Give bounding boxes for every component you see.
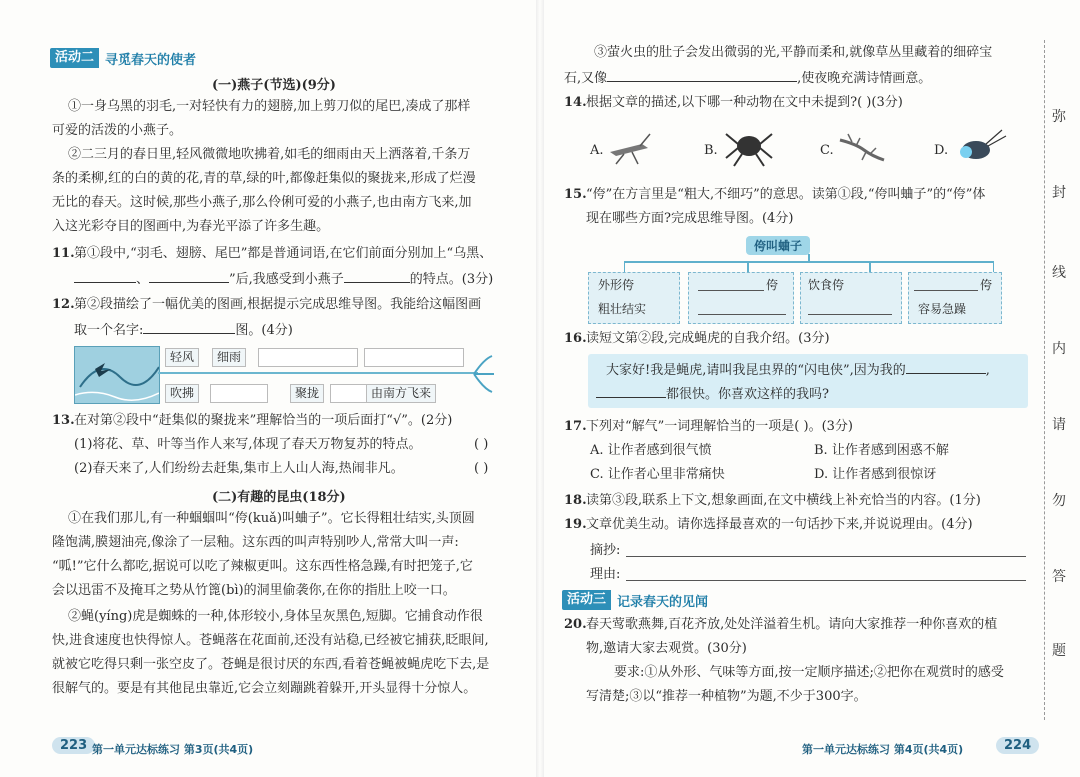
sidebar-char-4: 内 [1052, 341, 1066, 357]
mindmap2-blank-cat-4[interactable] [914, 290, 978, 291]
q19-reason-label: 理由: [590, 567, 621, 582]
q17-opt-b[interactable]: B. 让作者感到困惑不解 [814, 443, 949, 458]
passage1-title: (一)燕子(节选)(9分) [212, 78, 336, 93]
p1-line1: ①一身乌黑的羽毛,一对轻快有力的翅膀,加上剪刀似的尾巴,凑成了那样 [68, 99, 471, 114]
q18-line: 读第③段,联系上下文,想象画面,在文中横线上补充恰当的内容。(1分) [586, 493, 981, 508]
spider-icon [724, 126, 774, 168]
page-number-right: 224 [996, 737, 1039, 754]
q17-opt-c[interactable]: C. 让作者心里非常痛快 [590, 467, 725, 482]
sidebar-char-3: 线 [1052, 265, 1066, 281]
p2-line3: 无比的春天。这时候,那些小燕子,那么伶俐可爱的小燕子,也由南方飞来,加 [52, 195, 472, 210]
q19-excerpt-label: 摘抄: [590, 543, 621, 558]
q19-reason-line[interactable] [626, 580, 1026, 581]
q13-num: 13. [52, 413, 75, 428]
q13-opt1-paren[interactable]: ( ) [474, 437, 489, 452]
p3-line3: “呱!”它什么都吃,据说可以吃了辣椒更叫。这东西性格急躁,有时把笼子,它 [52, 559, 473, 574]
p2-line4: 入这光彩夺目的图画中,为春光平添了许多生趣。 [52, 219, 330, 234]
mindmap-bottom-1: 吹拂 [165, 384, 199, 403]
q19-excerpt-line[interactable] [626, 556, 1026, 557]
p3-line1: ①在我们那儿,有一种蝈蝈叫“侉(kuǎ)叫蛐子”。它长得粗壮结实,头顶圆 [68, 511, 475, 526]
grasshopper-icon [606, 130, 652, 166]
sidebar-char-5: 请 [1052, 417, 1066, 433]
mindmap-top-2: 细雨 [212, 348, 246, 367]
p4-line3: 就被它吃得只剩一张空皮了。苍蝇是很讨厌的东西,看着苍蝇被蝇虎吃下去,是 [52, 657, 490, 672]
q13-line: 在对第②段中“赶集似的聚拢来”理解恰当的一项后面打“√”。(2分) [74, 413, 453, 428]
p4-line2: 快,进食速度也快得惊人。苍蝇落在花面前,还没有站稳,已经被它捕获,眨眼间, [52, 633, 489, 648]
q16-blank2[interactable] [596, 384, 666, 398]
binding-dashline [1044, 40, 1045, 720]
q20-req1: 要求:①从外形、气味等方面,按一定顺序描述;②把你在观赏时的感受 [614, 665, 1004, 680]
mindmap-bottom-2: 聚拢 [290, 384, 324, 403]
q19-line: 文章优美生动。请你选择最喜欢的一句话抄下来,并说说理由。(4分) [586, 517, 973, 532]
mindmap2-blank-cat-2[interactable] [698, 290, 764, 291]
mindmap2-blank-detail-2[interactable] [698, 314, 786, 315]
p3-line2: 隆饱满,膜翅油亮,像涂了一层釉。这东西的叫声特别吵人,常常大叫一声: [52, 535, 459, 550]
q13-opt1: (1)将花、草、叶等当作人来写,体现了春天万物复苏的特点。 [74, 437, 422, 452]
mindmap2-cat-4: 侉 [980, 278, 993, 292]
p4-line1: ②蝇(yíng)虎是蜘蛛的一种,体形较小,身体呈灰黑色,短脚。它捕食动作很 [68, 609, 483, 624]
q15-num: 15. [564, 187, 587, 202]
q11-blank3[interactable] [344, 269, 410, 283]
q14-opt-d[interactable]: D. [934, 143, 949, 158]
mindmap-axis [158, 372, 478, 374]
p1-line2: 可爱的活泼的小燕子。 [52, 123, 183, 138]
page-number-left: 223 [52, 737, 95, 754]
q15-line2: 现在哪些方面?完成思维导图。(4分) [586, 211, 794, 226]
sidebar-char-8: 题 [1052, 643, 1066, 659]
q14-opt-b[interactable]: B. [704, 143, 718, 158]
sidebar-char-1: 弥 [1052, 109, 1066, 125]
q12-line1: 第②段描绘了一幅优美的图画,根据提示完成思维导图。我能给这幅图画 [74, 297, 482, 312]
mindmap-top-blank2[interactable] [364, 348, 464, 367]
p4-line4: 很解气的。要是有其他昆虫靠近,它会立刻蹦跳着躲开,开头显得十分惊人。 [52, 681, 477, 696]
mindmap-top-1: 轻风 [165, 348, 199, 367]
q17-opt-a[interactable]: A. 让作者感到很气愤 [590, 443, 712, 458]
sidebar-char-2: 封 [1052, 185, 1066, 201]
mindmap2-connectors [624, 254, 994, 274]
activity2-header: 活动二 寻觅春天的使者 [50, 48, 196, 68]
q20-req2: 写清楚;③以“推荐一种植物”为题,不少于300字。 [586, 689, 867, 704]
q17-line: 下列对“解气”一词理解恰当的一项是( )。(3分) [586, 419, 853, 434]
lizard-icon [836, 130, 886, 166]
footer-right: 第一单元达标练习 第4页(共4页) [802, 743, 964, 756]
q16-blank1[interactable] [906, 360, 986, 374]
mindmap2-cat-2: 侉 [766, 278, 779, 292]
q14-line: 根据文章的描述,以下哪一种动物在文中未提到?( )(3分) [586, 95, 903, 110]
swallow-illustration [74, 346, 160, 404]
q11-blank1[interactable] [74, 269, 136, 283]
q19-num: 19. [564, 517, 587, 532]
q15-line1: “侉”在方言里是“粗大,不细巧”的意思。读第①段,“侉叫蛐子”的“侉”体 [586, 187, 986, 202]
sidebar-char-7: 答 [1052, 569, 1066, 585]
mindmap-bottom-blank1[interactable] [210, 384, 268, 403]
mindmap-bottom-3: 由南方飞来 [366, 384, 436, 403]
mindmap2-box-2 [688, 272, 794, 324]
q16-intro1: 大家好!我是蝇虎,请叫我昆虫界的“闪电侠”,因为我的 , [606, 360, 990, 380]
p2-line1: ②二三月的春日里,轻风微微地吹拂着,如毛的细雨由天上洒落着,千条万 [68, 147, 471, 162]
mindmap-bottom-blank2[interactable] [330, 384, 368, 403]
q13-opt2-paren[interactable]: ( ) [474, 461, 489, 476]
flower-icon [472, 354, 496, 394]
firefly-icon [952, 124, 1008, 166]
q20-num: 20. [564, 617, 587, 632]
q11-num: 11. [52, 246, 75, 261]
mindmap2-detail-1: 粗壮结实 [598, 302, 647, 316]
mindmap2-cat-3: 饮食侉 [808, 278, 845, 292]
swallow-icon [75, 347, 159, 403]
q11-line2: 、 ”后,我感受到小燕子 的特点。(3分) [74, 269, 493, 289]
q11-line1: 第①段中,“羽毛、翅膀、尾巴”都是普通词语,在它们前面分别加上“乌黑、 [74, 246, 493, 261]
q11-blank2[interactable] [149, 269, 229, 283]
mindmap2-center: 侉叫蛐子 [746, 236, 810, 255]
q17-num: 17. [564, 419, 587, 434]
q12-blank[interactable] [143, 320, 235, 334]
q20-line2: 物,邀请大家去观赏。(30分) [586, 641, 747, 656]
q12-line2: 取一个名字: 图。(4分) [74, 320, 293, 340]
mindmap2-cat-1: 外形侉 [598, 278, 635, 292]
right-page [540, 0, 1080, 777]
q17-opt-d[interactable]: D. 让作者感到很惊讶 [814, 467, 937, 482]
q14-opt-a[interactable]: A. [590, 143, 604, 158]
q16-intro2: 都很快。你喜欢这样的我吗? [596, 384, 829, 404]
q18-num: 18. [564, 493, 587, 508]
q20-line1: 春天莺歌燕舞,百花齐放,处处洋溢着生机。请向大家推荐一种你喜欢的植 [586, 617, 998, 632]
q16-num: 16. [564, 331, 587, 346]
q13-opt2: (2)春天来了,人们纷纷去赶集,集市上人山人海,热闹非凡。 [74, 461, 404, 476]
sidebar-char-6: 勿 [1052, 493, 1066, 509]
q16-line: 读短文第②段,完成蝇虎的自我介绍。(3分) [586, 331, 830, 346]
footer-left: 第一单元达标练习 第3页(共4页) [92, 743, 254, 756]
mindmap2-detail-4: 容易急躁 [918, 302, 967, 316]
p2-line2: 条的柔柳,红的白的黄的花,青的草,绿的叶,都像赶集似的聚拢来,形成了烂漫 [52, 171, 476, 186]
activity3-header: 活动三 记录春天的见闻 [562, 590, 708, 610]
q14-num: 14. [564, 95, 587, 110]
p3-line4: 会以迅雷不及掩耳之势从竹篦(bì)的洞里偷袭你,在你的指肚上咬一口。 [52, 583, 456, 598]
q14-opt-c[interactable]: C. [820, 143, 834, 158]
mindmap-top-blank1[interactable] [258, 348, 358, 367]
mindmap2-blank-detail-3[interactable] [808, 314, 892, 315]
p5-blank[interactable] [607, 68, 797, 82]
q12-num: 12. [52, 297, 75, 312]
p5-line2: 石,又像 ,使夜晚充满诗情画意。 [564, 68, 931, 88]
passage2-title: (二)有趣的昆虫(18分) [212, 490, 346, 505]
p5-line1: ③萤火虫的肚子会发出微弱的光,平静而柔和,就像草丛里藏着的细碎宝 [594, 45, 993, 60]
